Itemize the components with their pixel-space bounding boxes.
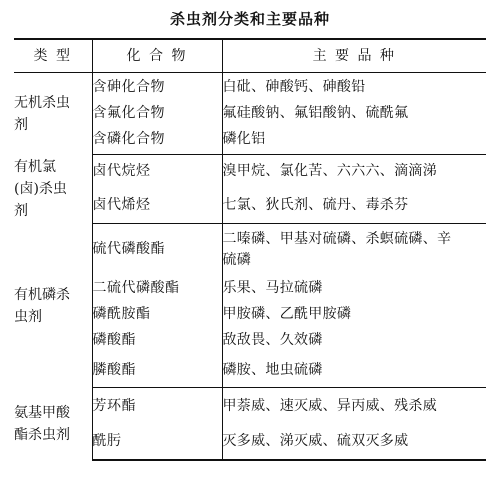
table-row (14, 224, 486, 276)
variety-cell: 二嗪磷、甲基对硫磷、杀螟硫磷、辛硫磷 (222, 224, 486, 276)
variety-cell: 白砒、砷酸钙、砷酸铅 (222, 73, 486, 102)
compound-cell: 卤代烷烃 (92, 155, 222, 188)
type-cell: 无机杀虫剂 (14, 94, 70, 133)
compound-cell: 卤代烯烃 (92, 188, 222, 224)
compound-cell: 含磷化合物 (92, 126, 222, 155)
header-row (14, 39, 486, 73)
compound-cell: 酰肟 (92, 425, 222, 460)
type-cell: 氨基甲酸酯杀虫剂 (14, 404, 70, 443)
variety-cell: 甲胺磷、乙酰甲胺磷 (222, 302, 486, 328)
type-cell: 有机磷杀虫剂 (14, 286, 70, 325)
compound-cell: 二硫代磷酸酯 (92, 276, 222, 302)
table-row (14, 388, 486, 425)
variety-cell: 磷化铝 (222, 126, 486, 155)
variety-cell: 七氯、狄氏剂、硫丹、毒杀芬 (222, 188, 486, 224)
header-type: 类 型 (14, 39, 92, 73)
variety-cell: 溴甲烷、氯化苦、六六六、滴滴涕 (222, 155, 486, 188)
table-row (14, 155, 486, 188)
compound-cell: 磷酸酯 (92, 328, 222, 354)
variety-cell: 灭多威、涕灭威、硫双灭多威 (222, 425, 486, 460)
table-row (14, 73, 486, 102)
compound-cell: 芳环酯 (92, 388, 222, 425)
type-cell: 有机氯(卤)杀虫剂 (14, 159, 67, 219)
variety-cell: 敌敌畏、久效磷 (222, 328, 486, 354)
compound-cell: 含氟化合物 (92, 102, 222, 126)
compound-cell: 磷酰胺酯 (92, 302, 222, 328)
variety-cell: 氟硅酸钠、氟铝酸钠、硫酰氟 (222, 102, 486, 126)
compound-cell: 硫代磷酸酯 (92, 224, 222, 276)
table-title: 杀虫剂分类和主要品种 (169, 10, 330, 28)
variety-cell: 乐果、马拉硫磷 (222, 276, 486, 302)
variety-cell: 甲萘威、速灭威、异丙威、残杀威 (222, 388, 486, 425)
header-variety: 主 要 品 种 (222, 39, 486, 73)
insecticide-table (14, 38, 486, 461)
compound-cell: 膦酸酯 (92, 354, 222, 388)
compound-cell: 含砷化合物 (92, 73, 222, 102)
variety-cell: 磷胺、地虫硫磷 (222, 354, 486, 388)
header-compound: 化 合 物 (92, 39, 222, 73)
